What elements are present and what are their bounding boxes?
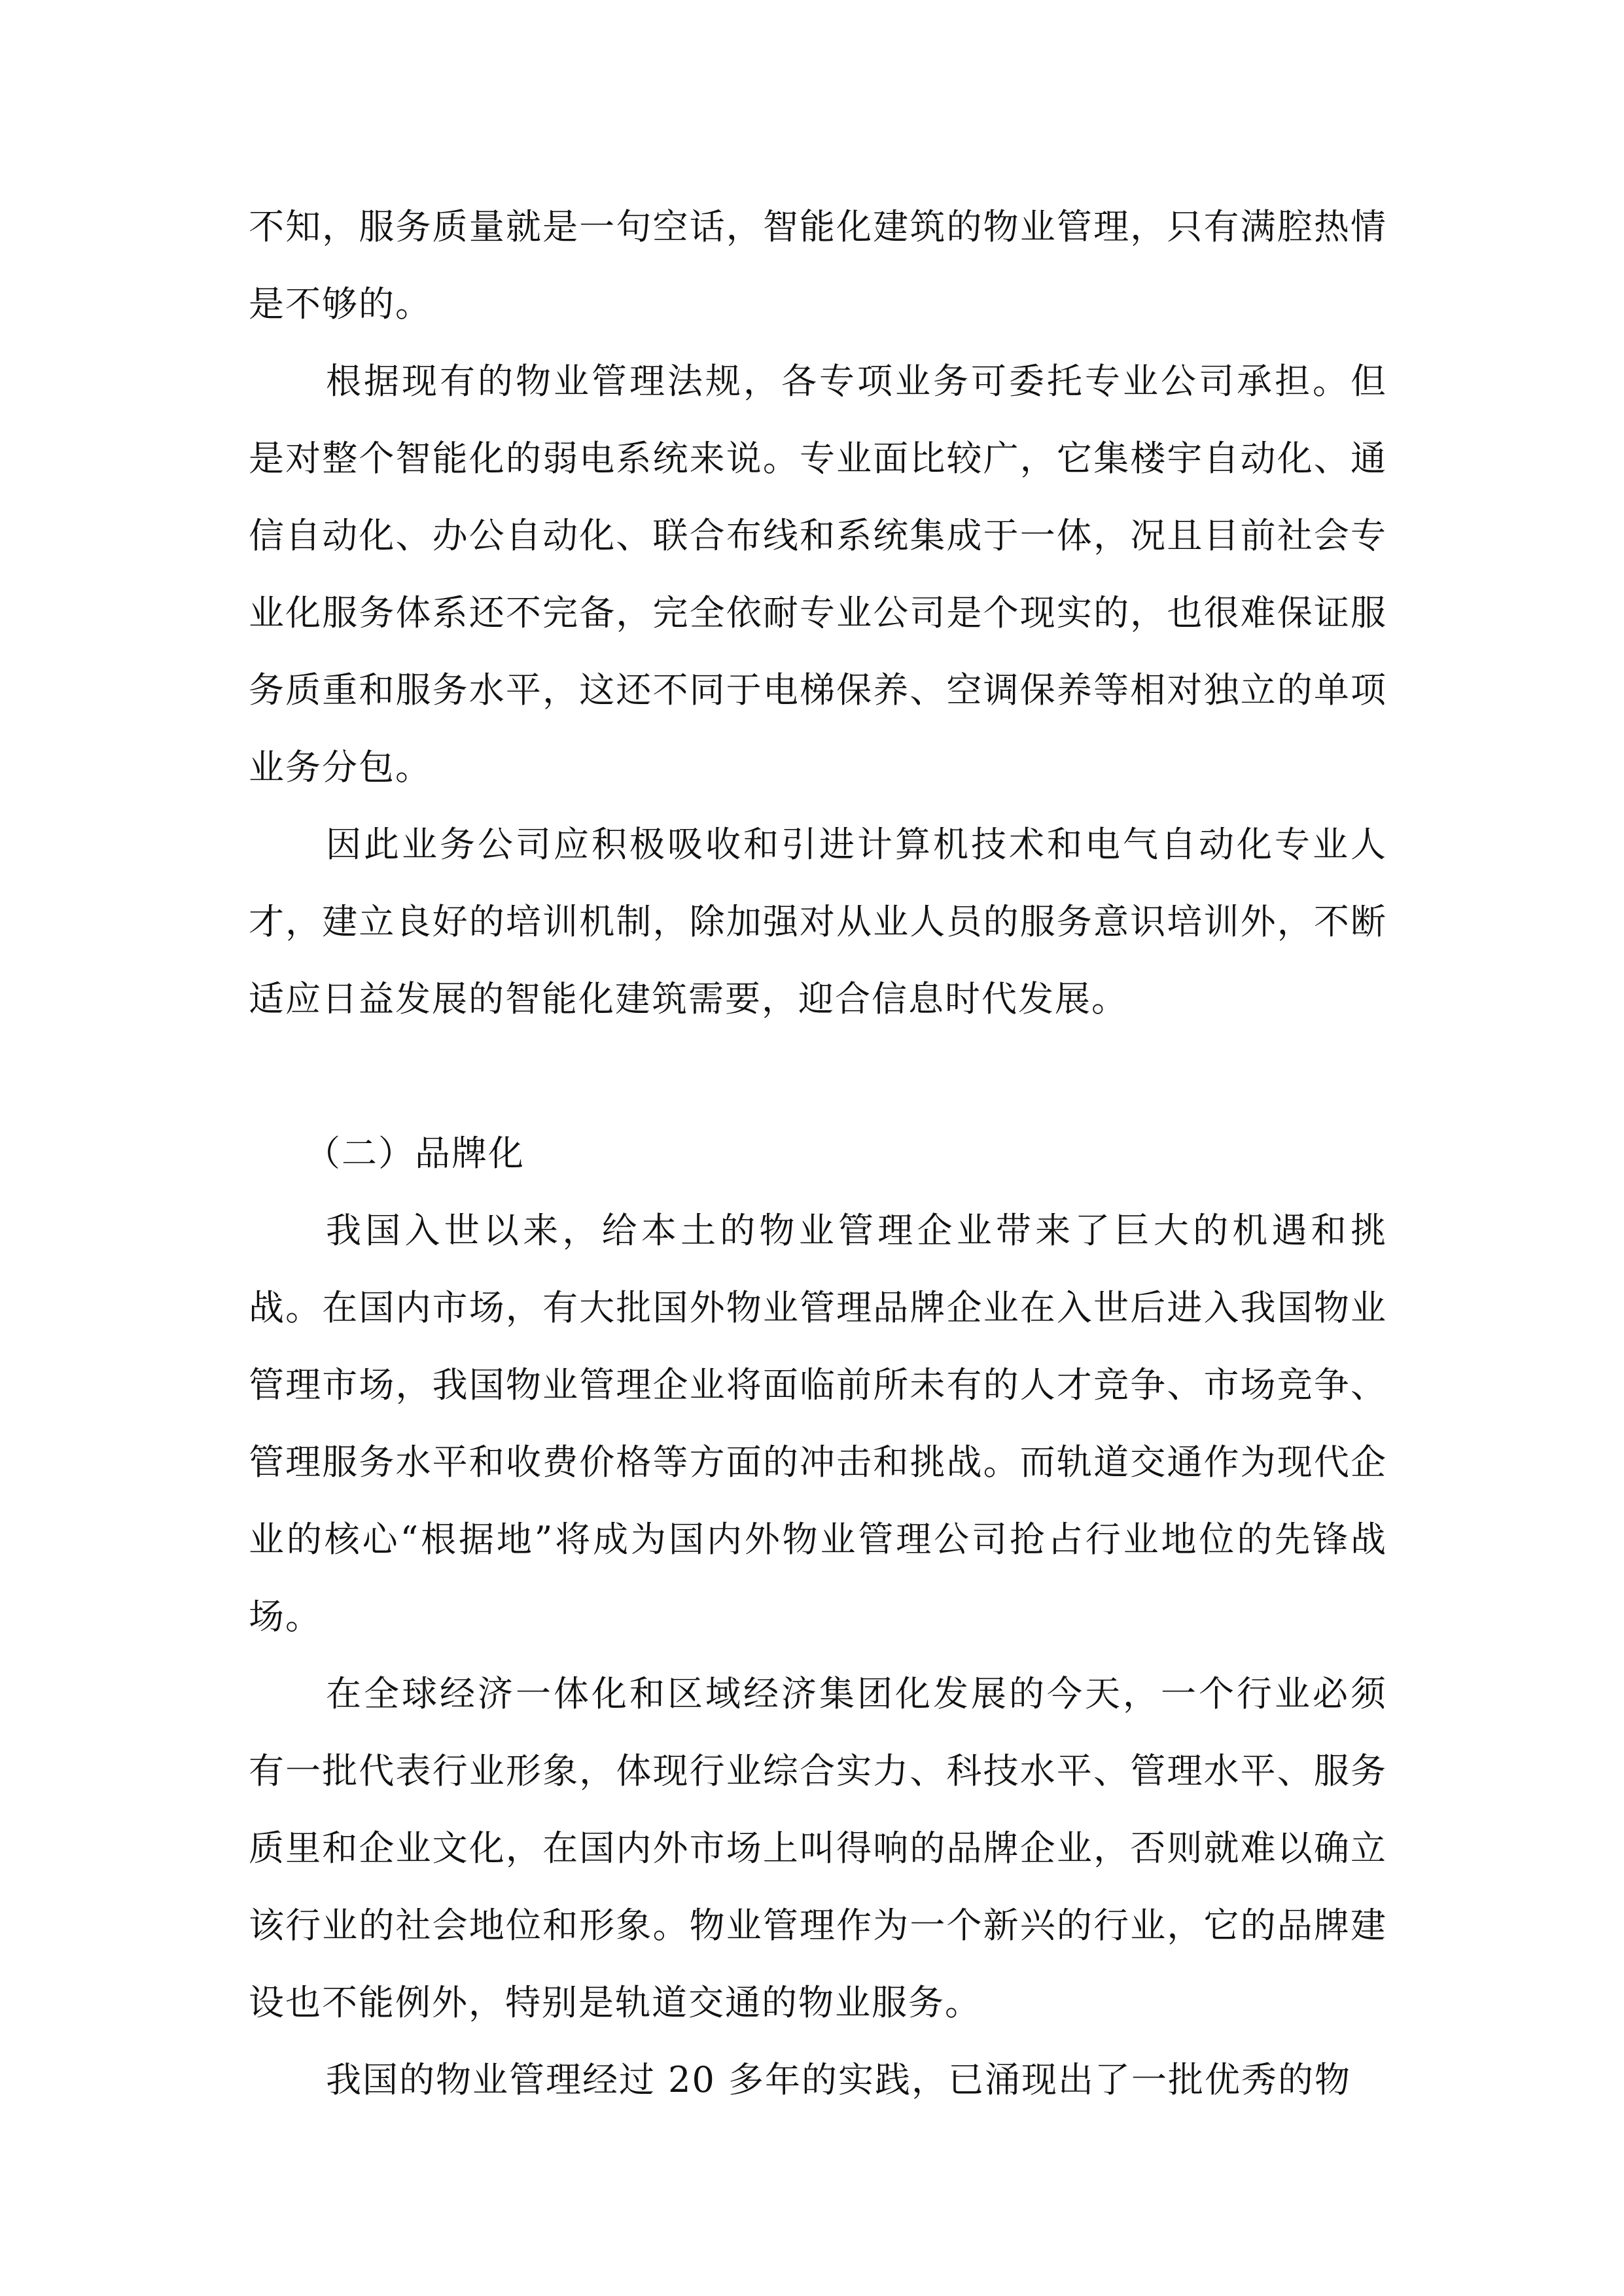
paragraph-continued: 不知，服务质量就是一句空话，智能化建筑的物业管理，只有满腔热情是不够的。 <box>249 206 1387 325</box>
document-body <box>249 188 1387 2119</box>
paragraph: 我国的物业管理经过 20 多年的实践，已涌现出了一批优秀的物 <box>326 2059 1352 2100</box>
paragraph: 根据现有的物业管理法规，各专项业务可委托专业公司承担。但是对整个智能化的弱电系统来说。专业面比较广，它集楼宇自动化、通信自动化、办公自动化、联合布线和系统集成于一体，况且目前社会专业化服务体系还不完备，完全依耐专业公司是个现实的，也很难保证服务质重和服务水平，这还不同于电梯保养、空调保养等相对独立的单项业务分包。 <box>249 361 1387 788</box>
paragraph: 在全球经济一体化和区域经济集团化发展的今天，一个行业必须有一批代表行业形象，体现行业综合实力、科技水平、管理水平、服务质里和企业文化，在国内外市场上叫得响的品牌企业，否则就难以确立该行业的社会地位和形象。物业管理作为一个新兴的行业，它的品牌建设也不能例外，特别是轨道交通的物业服务。 <box>249 1673 1387 2023</box>
paragraph: 因此业务公司应积极吸收和引进计算机技术和电气自动化专业人才，建立良好的培训机制，除加强对从业人员的服务意识培训外，不断适应日益发展的智能化建筑需要，迎合信息时代发展。 <box>249 824 1387 1019</box>
section-heading: （二）品牌化 <box>305 1133 525 1174</box>
paragraph: 我国入世以来，给本土的物业管理企业带来了巨大的机遇和挑战。在国内市场，有大批国外物业管理品牌企业在入世后进入我国物业管理市场，我国物业管理企业将面临前所未有的人才竞争、市场竞争、管理服务水平和收费价格等方面的冲击和挑战。而轨道交通作为现代企业的核心“根据地”将成为国内外物业管理公司抢占行业地位的先锋战场。 <box>249 1210 1387 1637</box>
